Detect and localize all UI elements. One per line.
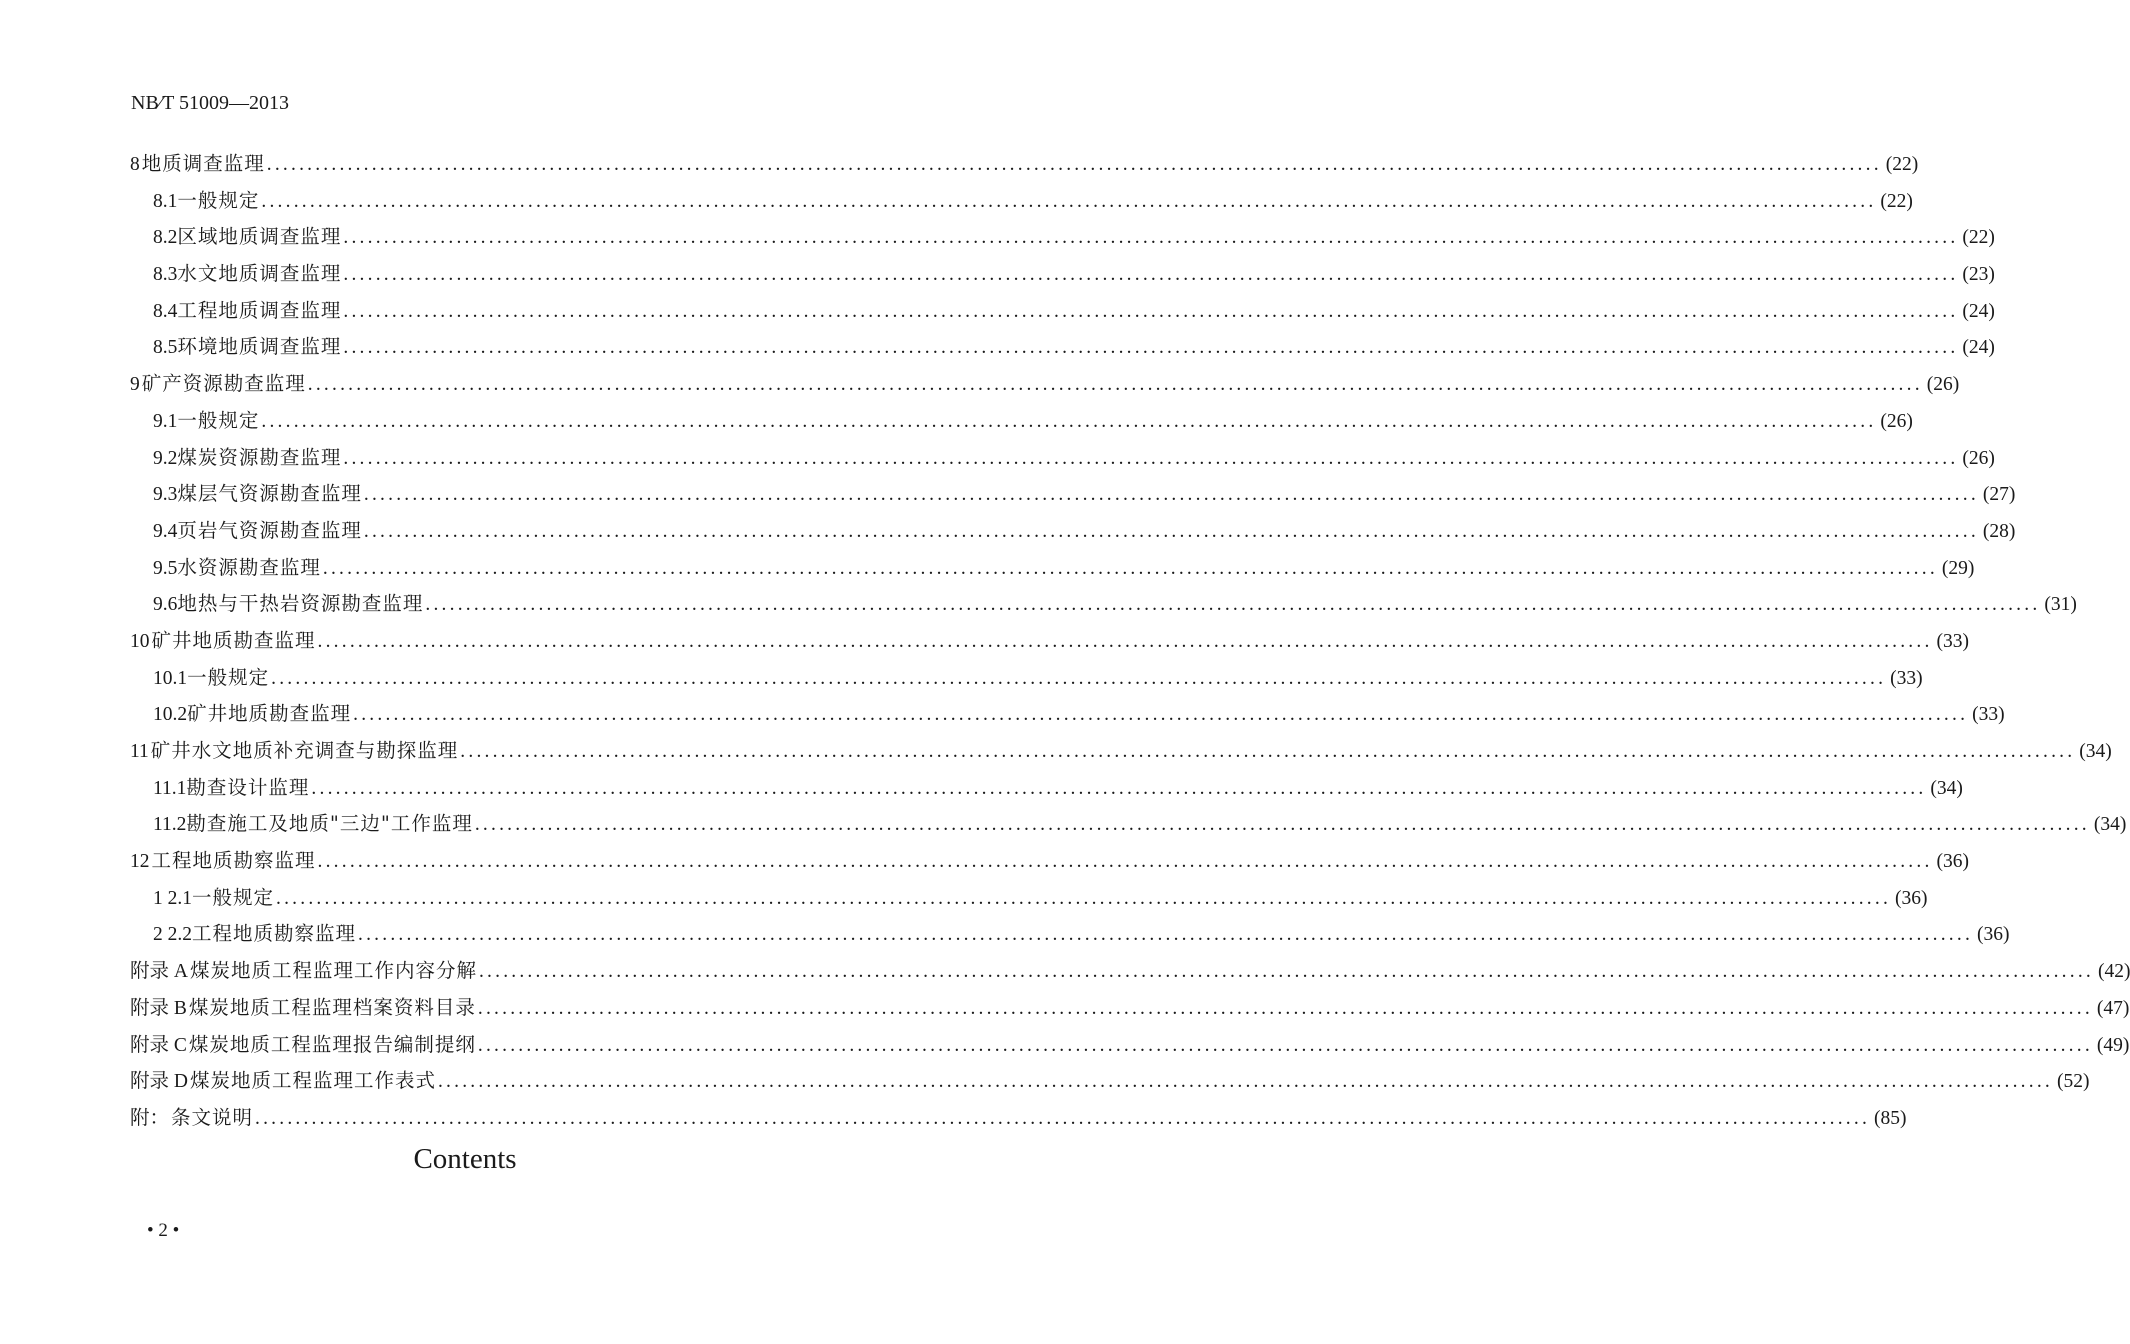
toc-entry-number: 9.4 [153, 520, 178, 542]
toc-entry-number: 9.3 [153, 484, 178, 506]
page-number: • 2 • [147, 1220, 180, 1241]
toc-entry[interactable] [130, 552, 1975, 589]
toc-entry-title: 水资源勘查监理 [177, 555, 321, 579]
toc-entry-title: 一般规定 [187, 665, 270, 689]
toc-entry[interactable] [130, 331, 1995, 368]
toc-entry-page: (34) [2079, 741, 2112, 762]
toc-entry-title: 一般规定 [177, 408, 260, 432]
toc-entry-title: 环境地质调查监理 [177, 335, 342, 359]
toc-entry[interactable] [130, 478, 2016, 515]
toc-entry-title: 地质调查监理 [141, 152, 265, 175]
dot-leader: ........................................................................................................................................................................................................ [343, 264, 1959, 286]
toc-entry[interactable] [130, 625, 1970, 662]
dot-leader: ........................................................................................................................................................................................................ [363, 484, 1979, 506]
toc-entry-title: 煤炭资源勘查监理 [177, 445, 342, 469]
toc-entry-title: 煤炭地质工程监理报告编制提纲 [188, 1032, 476, 1056]
toc-entry-page: (26) [1880, 410, 1913, 432]
dot-leader: ........................................................................................................................................................................................................ [266, 154, 1882, 175]
toc-entry-page: (34) [2093, 814, 2127, 836]
toc-entry-title: 工程地质勘察监理 [192, 922, 357, 946]
toc-entry-number: 附录 C [130, 1034, 187, 1056]
standard-code: NB∕T 51009—2013 [131, 92, 289, 114]
toc-entry-page: (29) [1941, 557, 1975, 579]
toc-entry-page: (36) [1936, 851, 1970, 873]
toc-entry-number: 附： [130, 1107, 170, 1129]
toc-entry[interactable] [130, 258, 1995, 295]
toc-entry-number: 9.2 [153, 447, 178, 469]
toc-entry-number: 10.1 [153, 667, 188, 689]
toc-entry[interactable] [130, 295, 1995, 332]
dot-leader: ........................................................................................................................................................................................................ [255, 1107, 1871, 1129]
toc-entry-page: (52) [2056, 1071, 2090, 1093]
toc-entry-number: 9 [130, 374, 140, 396]
dot-leader: ........................................................................................................................................................................................................ [322, 557, 1938, 579]
toc-entry-number: 8.2 [153, 227, 178, 249]
toc-entry[interactable] [130, 662, 1923, 699]
toc-entry-number: 8 [130, 154, 140, 175]
toc-entry-number: 附录 B [130, 997, 187, 1019]
toc-entry[interactable] [130, 442, 1995, 479]
dot-leader: ........................................................................................................................................................................................................ [477, 997, 2093, 1019]
toc-entry-title: 勘查设计监理 [186, 775, 310, 799]
toc-entry-page: (31) [2044, 594, 2077, 616]
table-of-contents [130, 148, 2130, 1139]
toc-entry-title: 水文地质调查监理 [177, 262, 342, 286]
dot-leader: ........................................................................................................................................................................................................ [358, 924, 1974, 946]
toc-entry-page: (33) [1972, 704, 2005, 726]
toc-entry-title: 工程地质勘察监理 [151, 849, 316, 873]
toc-entry[interactable] [130, 185, 1913, 222]
toc-entry[interactable] [130, 698, 2005, 735]
toc-entry-page: (33) [1936, 630, 1970, 652]
toc-entry-page: (24) [1962, 337, 1995, 359]
toc-entry-title: 页岩气资源勘查监理 [177, 518, 362, 542]
toc-entry-number: 10.2 [153, 704, 188, 726]
toc-entry-page: (22) [1880, 190, 1913, 212]
toc-entry-number: 11.2 [153, 814, 187, 836]
toc-entry-page: (27) [1982, 484, 2016, 506]
toc-entry-page: (85) [1874, 1107, 1907, 1129]
toc-entry-number: 8.5 [153, 337, 178, 359]
toc-entry[interactable] [130, 515, 2016, 552]
toc-entry-page: (36) [1895, 887, 1928, 909]
dot-leader: ........................................................................................................................................................................................................ [477, 1034, 2093, 1056]
toc-entry-page: (23) [1962, 264, 1995, 286]
dot-leader: ........................................................................................................................................................................................................ [311, 777, 1927, 799]
toc-entry-page: (34) [1930, 777, 1963, 799]
toc-entry-title: 矿产资源勘查监理 [141, 372, 306, 396]
toc-entry-page: (22) [1962, 227, 1995, 249]
toc-entry[interactable] [130, 1029, 2130, 1066]
toc-entry-page: (26) [1926, 374, 1960, 396]
toc-entry-number: 11 [130, 741, 149, 762]
dot-leader: ........................................................................................................................................................................................................ [460, 741, 2076, 762]
dot-leader: ........................................................................................................................................................................................................ [474, 814, 2090, 836]
dot-leader: ........................................................................................................................................................................................................ [317, 851, 1933, 873]
toc-entry[interactable] [130, 588, 2077, 625]
dot-leader: ........................................................................................................................................................................................................ [478, 961, 2094, 983]
toc-entry-number: 附录 A [130, 961, 188, 983]
toc-entry-number: 10 [130, 630, 150, 652]
toc-entry[interactable] [130, 955, 2130, 992]
toc-entry-page: (49) [2096, 1034, 2130, 1056]
dot-leader: ........................................................................................................................................................................................................ [261, 410, 1877, 432]
dot-leader: ........................................................................................................................................................................................................ [425, 594, 2041, 616]
toc-entry-page: (28) [1982, 520, 2016, 542]
toc-entry-number: 12 [130, 851, 150, 873]
toc-entry-title: 一般规定 [177, 188, 260, 212]
toc-entry-page: (36) [1977, 924, 2010, 946]
toc-entry[interactable] [130, 918, 2010, 955]
dot-leader: ........................................................................................................................................................................................................ [276, 887, 1892, 909]
toc-entry-title: 煤炭地质工程监理工作内容分解 [189, 959, 477, 983]
dot-leader: ........................................................................................................................................................................................................ [317, 630, 1933, 652]
toc-entry-title: 一般规定 [192, 885, 275, 909]
toc-entry[interactable] [130, 1065, 2090, 1102]
toc-entry-title: 矿井地质勘查监理 [187, 702, 352, 726]
toc-entry[interactable] [130, 148, 1919, 185]
toc-entry[interactable] [130, 735, 2112, 772]
toc-entry-page: (33) [1890, 667, 1923, 689]
dot-leader: ........................................................................................................................................................................................................ [363, 520, 1979, 542]
dot-leader: ........................................................................................................................................................................................................ [343, 300, 1959, 322]
toc-entry-title: 矿井地质勘查监理 [151, 628, 316, 652]
toc-entry-number: 9.5 [153, 557, 178, 579]
toc-entry-title: 矿井水文地质补充调查与勘探监理 [150, 739, 459, 762]
toc-entry-page: (47) [2096, 997, 2130, 1019]
toc-entry[interactable] [130, 1102, 1907, 1139]
dot-leader: ........................................................................................................................................................................................................ [261, 190, 1877, 212]
toc-entry-title: 煤层气资源勘查监理 [177, 482, 362, 506]
toc-entry-number: 9.6 [153, 594, 178, 616]
dot-leader: ........................................................................................................................................................................................................ [343, 227, 1959, 249]
toc-entry-title: 工程地质调查监理 [177, 298, 342, 322]
contents-heading: Contents [413, 1143, 517, 1175]
toc-entry[interactable] [130, 882, 1928, 919]
toc-entry-number: 8.4 [153, 300, 178, 322]
toc-entry-title: 煤炭地质工程监理档案资料目录 [188, 995, 476, 1019]
dot-leader: ........................................................................................................................................................................................................ [437, 1071, 2053, 1093]
toc-entry[interactable] [130, 845, 1970, 882]
dot-leader: ........................................................................................................................................................................................................ [343, 337, 1959, 359]
toc-entry-number: 2 2.2 [153, 924, 192, 946]
toc-entry-page: (24) [1962, 300, 1995, 322]
toc-entry[interactable] [130, 221, 1995, 258]
dot-leader: ........................................................................................................................................................................................................ [307, 374, 1923, 396]
toc-entry[interactable] [130, 772, 1963, 809]
toc-entry-title: 勘查施工及地质"三边"工作监理 [186, 812, 473, 836]
toc-entry-number: 1 2.1 [153, 887, 192, 909]
toc-entry[interactable] [130, 992, 2130, 1029]
dot-leader: ........................................................................................................................................................................................................ [271, 667, 1887, 689]
toc-entry-title: 区域地质调查监理 [177, 225, 342, 249]
toc-entry[interactable] [130, 368, 1960, 405]
toc-entry-page: (42) [2097, 961, 2130, 983]
toc-entry-title: 条文说明 [171, 1105, 254, 1129]
toc-entry-page: (26) [1962, 447, 1995, 469]
toc-entry-number: 9.1 [153, 410, 178, 432]
toc-entry[interactable] [130, 808, 2127, 845]
toc-entry-number: 8.3 [153, 264, 178, 286]
toc-entry-title: 煤炭地质工程监理工作表式 [189, 1069, 436, 1093]
toc-entry-number: 8.1 [153, 190, 178, 212]
toc-entry-page: (22) [1885, 154, 1919, 175]
toc-entry-number: 11.1 [153, 777, 187, 799]
toc-entry-number: 附录 D [130, 1071, 188, 1093]
toc-entry[interactable] [130, 405, 1913, 442]
toc-entry-title: 地热与干热岩资源勘查监理 [177, 592, 424, 616]
dot-leader: ........................................................................................................................................................................................................ [353, 704, 1969, 726]
dot-leader: ........................................................................................................................................................................................................ [343, 447, 1959, 469]
